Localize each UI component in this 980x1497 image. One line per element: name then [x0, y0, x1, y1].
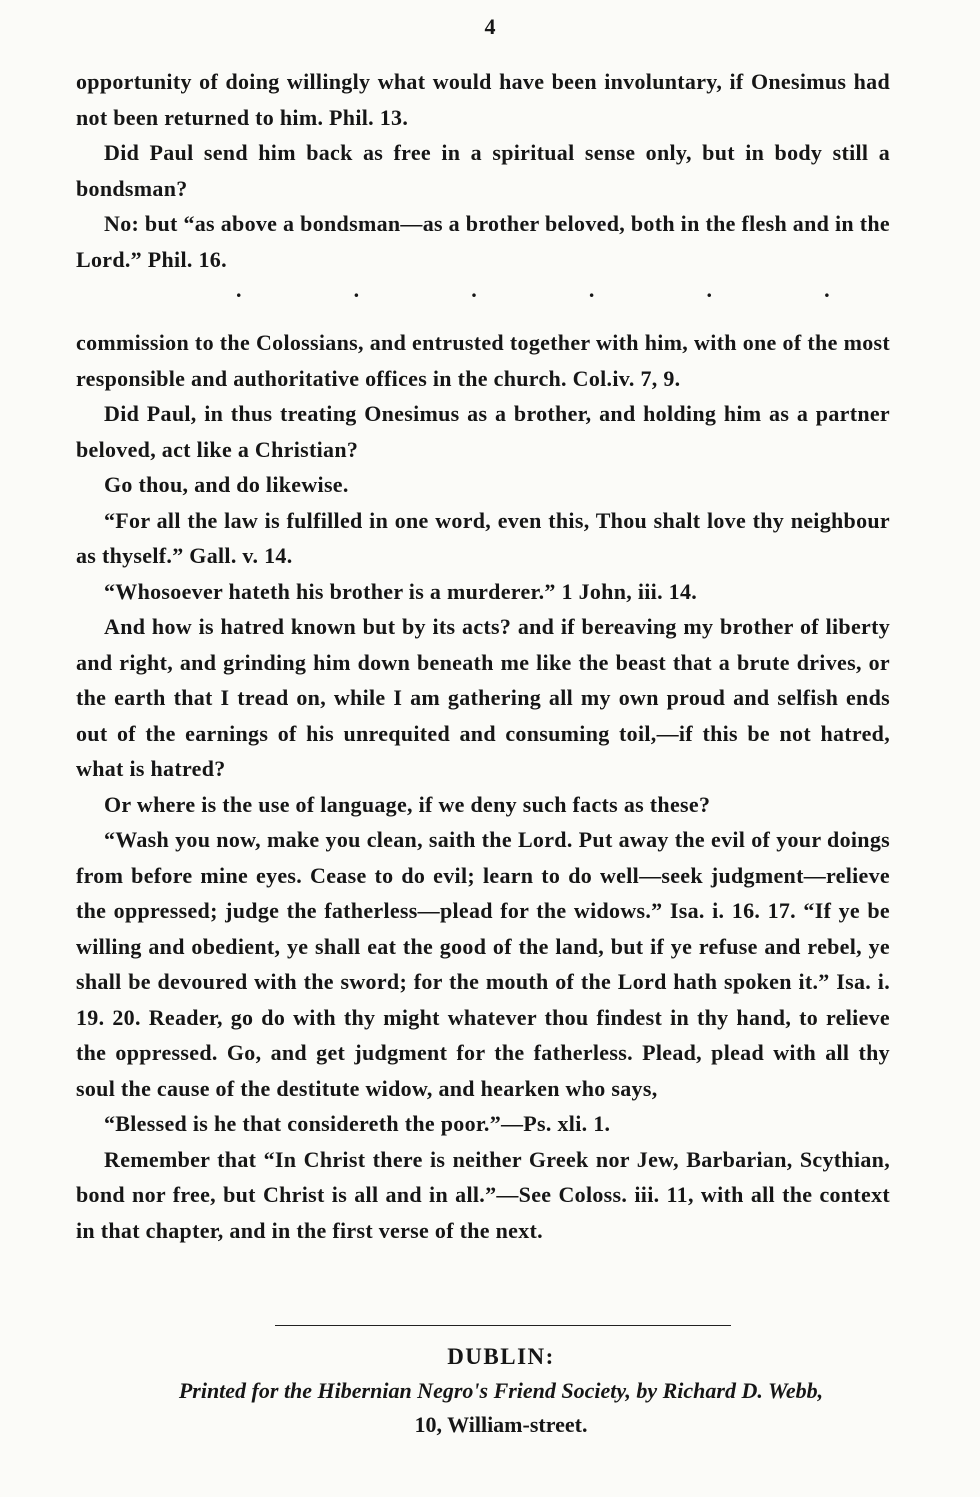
- body-text: [76, 64, 890, 1248]
- paragraph: No: but “as above a bondsman—as a brother beloved, both in the flesh and in the Lord.” Phil. 16.: [76, 211, 890, 272]
- ellipsis-dot: .: [353, 277, 360, 302]
- ellipsis-dot: .: [236, 277, 242, 302]
- scripture-quote: “Whosoever hateth his brother is a murderer.” 1 John, iii. 14.: [104, 578, 698, 604]
- page-number: 4: [484, 14, 496, 39]
- paragraph-resumed: commission to the Colossians, and entrusted together with him, with one of the most responsible and authoritative offices in the church. Col.iv. 7, 9.: [76, 330, 890, 391]
- paragraph: And how is hatred known but by its acts? and if bereaving my brother of liberty and right, and grinding him down beneath me like the beast that a brute drives, or the earth that I tread on, while I am gathering all my own proud and selfish ends out of the earnings of his unrequited and consuming toil,—if this be not hatred, what is hatred?: [76, 614, 890, 781]
- ellipsis-dot: .: [471, 277, 478, 302]
- scripture-quote: “For all the law is fulfilled in one word, even this, Thou shalt love thy neighbour as thyself.” Gall. v. 14.: [76, 507, 890, 568]
- scripture-quote: “Wash you now, make you clean, saith the Lord. Put away the evil of your doings from before mine eyes. Cease to do evil; learn to do well—seek judgment—relieve the oppressed; judge the fatherless—plead for the widows.” Isa. i. 16. 17. “If ye be willing and obedient, ye shall eat the good of the land, but if ye refuse and rebel, ye shall be devoured with the sword; for the mouth of the Lord hath spoken it.” Isa. i. 19. 20. Reader, go do with thy might whatever thou findest in thy hand, to relieve the oppressed. Go, and get judgment for the fatherless. Plead, plead with all thy soul the cause of the destitute widow, and hearken who says,: [76, 827, 890, 1101]
- imprint-printer: Printed for the Hibernian Negro's Friend Society, by Richard D. Webb,: [178, 1378, 824, 1403]
- imprint-divider: [275, 1325, 731, 1326]
- paragraph: Did Paul send him back as free in a spiritual sense only, but in body still a bondsman?: [76, 140, 890, 201]
- ellipsis-dot: .: [706, 277, 713, 302]
- imprint: [76, 1340, 926, 1442]
- scripture-quote: “Blessed is he that considereth the poor.”—Ps. xli. 1.: [104, 1111, 611, 1136]
- paragraph: Did Paul, in thus treating Onesimus as a brother, and holding him as a partner beloved, act like a Christian?: [76, 401, 890, 462]
- paragraph: Remember that “In Christ there is neither Greek nor Jew, Barbarian, Scythian, bond nor free, but Christ is all and in all.”—See Coloss. iii. 11, with all the context in that chapter, and in the first verse of the next.: [76, 1146, 890, 1243]
- imprint-city: DUBLIN:: [447, 1344, 555, 1369]
- ellipsis-dot: .: [588, 277, 595, 302]
- paragraph: Or where is the use of language, if we deny such facts as these?: [104, 791, 711, 817]
- ellipsis-row: [76, 277, 890, 315]
- paragraph-continuation: opportunity of doing willingly what would have been involuntary, if Onesimus had not been returned to him. Phil. 13.: [76, 69, 890, 130]
- ellipsis-dot: .: [824, 277, 830, 302]
- imprint-address: 10, William-street.: [414, 1412, 588, 1437]
- paragraph: Go thou, and do likewise.: [104, 472, 349, 497]
